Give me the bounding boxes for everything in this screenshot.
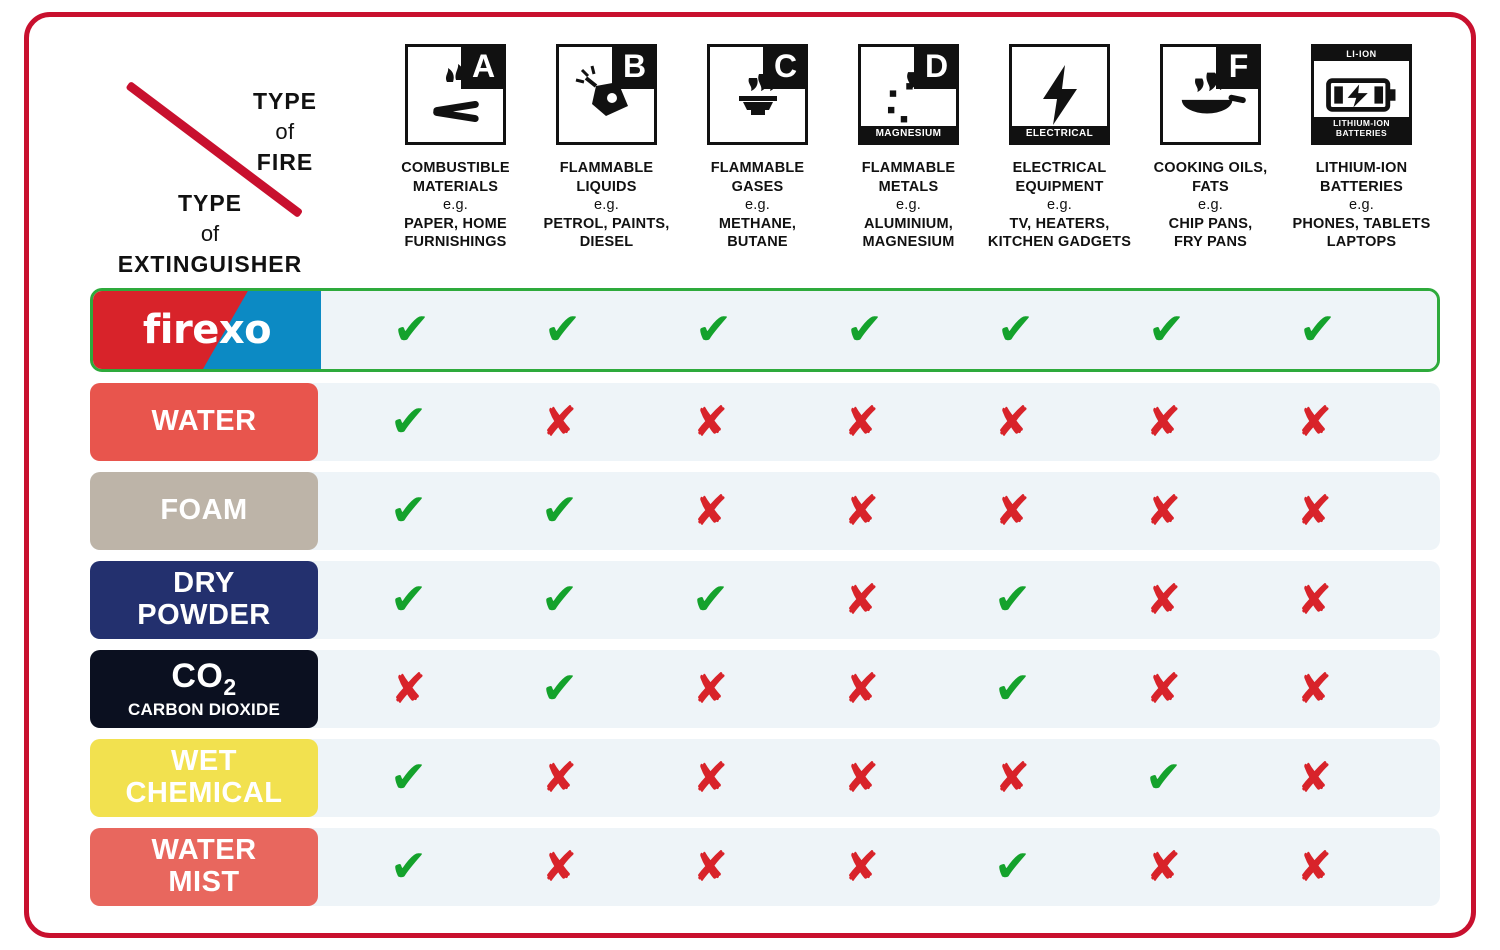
caption-eg: e.g. <box>594 197 619 214</box>
extinguisher-label-dry-powder <box>90 561 318 639</box>
result-cell <box>1239 561 1390 639</box>
caption-example-line: LAPTOPS <box>1326 234 1397 251</box>
caption-title-line: MATERIALS <box>412 178 499 195</box>
check-icon: ✔ <box>692 574 729 625</box>
result-cell <box>336 291 487 369</box>
col-axis-line1: TYPE <box>252 88 318 114</box>
check-icon: ✔ <box>994 663 1031 714</box>
cross-icon: ✘ <box>1145 664 1182 713</box>
caption-title-line: EQUIPMENT <box>1015 178 1104 195</box>
extinguisher-label-co2 <box>90 650 318 728</box>
caption-eg: e.g. <box>745 197 770 214</box>
fire-class-icon-box <box>1160 44 1261 145</box>
cross-icon: ✘ <box>1145 575 1182 624</box>
fire-class-icon-box <box>858 44 959 145</box>
result-cell <box>1088 472 1239 550</box>
fire-class-icon-box <box>1009 44 1110 145</box>
cross-icon: ✘ <box>1296 842 1333 891</box>
check-icon: ✔ <box>393 304 430 355</box>
result-cell <box>635 383 786 461</box>
fire-class-column-b <box>531 44 682 252</box>
fire-class-letter: A <box>461 44 506 89</box>
result-cell <box>1091 291 1242 369</box>
result-cell <box>635 472 786 550</box>
cross-icon: ✘ <box>692 664 729 713</box>
caption-title-line: METALS <box>878 178 939 195</box>
check-icon: ✔ <box>390 396 427 447</box>
result-cell <box>1242 291 1393 369</box>
result-cell <box>484 650 635 728</box>
row-axis-line2: of <box>200 221 220 247</box>
caption-example-line: TV, HEATERS, <box>1009 215 1110 232</box>
extinguisher-label-wet-chemical <box>90 739 318 817</box>
label-main: FOAM <box>160 494 248 527</box>
caption-title-line: FATS <box>1192 178 1229 195</box>
cross-icon: ✘ <box>1296 753 1333 802</box>
cross-icon: ✘ <box>692 842 729 891</box>
check-icon: ✔ <box>544 304 581 355</box>
result-cell <box>484 739 635 817</box>
label-sub: POWDER <box>137 599 271 631</box>
cross-icon: ✘ <box>994 753 1031 802</box>
result-cell <box>1088 828 1239 906</box>
check-icon: ✔ <box>541 574 578 625</box>
check-icon: ✔ <box>994 841 1031 892</box>
check-icon: ✔ <box>390 485 427 536</box>
fire-class-letter: C <box>763 44 808 89</box>
extinguisher-row-wet-chemical <box>90 739 1440 817</box>
cross-icon: ✘ <box>843 397 880 446</box>
result-cell <box>937 472 1088 550</box>
result-cell <box>1088 650 1239 728</box>
result-cell <box>937 561 1088 639</box>
extinguisher-rows <box>90 288 1440 917</box>
cross-icon: ✘ <box>1296 397 1333 446</box>
fire-class-letter: F <box>1216 44 1261 89</box>
caption-example-line: PETROL, PAINTS, <box>543 215 670 232</box>
result-cell <box>786 383 937 461</box>
result-cell <box>937 383 1088 461</box>
cross-icon: ✘ <box>541 842 578 891</box>
row-axis-label <box>90 188 330 280</box>
cross-icon: ✘ <box>1296 664 1333 713</box>
caption-example-line: CHIP PANS, <box>1168 215 1253 232</box>
cross-icon: ✘ <box>692 753 729 802</box>
label-text <box>160 495 247 527</box>
logo-wordmark: firexo <box>142 307 272 353</box>
check-icon: ✔ <box>390 841 427 892</box>
check-icon: ✔ <box>541 485 578 536</box>
caption-title-line: GASES <box>731 178 784 195</box>
fire-class-caption <box>833 159 984 252</box>
fire-class-icon-box <box>405 44 506 145</box>
result-cell <box>635 650 786 728</box>
cross-icon: ✘ <box>1145 486 1182 535</box>
caption-eg: e.g. <box>1198 197 1223 214</box>
axis-corner <box>90 48 380 298</box>
icon-bottom-badge: MAGNESIUM <box>861 126 956 142</box>
fire-class-column-d <box>833 44 984 252</box>
fire-class-column-lightning-bolt <box>984 44 1135 252</box>
fire-class-icon-box <box>707 44 808 145</box>
cross-icon: ✘ <box>843 486 880 535</box>
firexo-logo <box>93 291 321 369</box>
result-cell <box>333 472 484 550</box>
caption-example-line: BUTANE <box>727 234 788 251</box>
label-text <box>125 746 282 810</box>
result-cell <box>786 828 937 906</box>
check-icon: ✔ <box>1299 304 1336 355</box>
cross-icon: ✘ <box>994 397 1031 446</box>
fire-class-column-c <box>682 44 833 252</box>
cross-icon: ✘ <box>994 486 1031 535</box>
caption-example-line: METHANE, <box>718 215 797 232</box>
label-main: $CO_2$ <box>171 657 237 700</box>
fire-class-column-lithium-battery <box>1286 44 1437 252</box>
row-result-cells <box>318 650 1440 728</box>
row-result-cells <box>318 472 1440 550</box>
row-result-cells <box>321 291 1437 369</box>
row-result-cells <box>318 739 1440 817</box>
label-text <box>137 568 271 632</box>
label-sub: CHEMICAL <box>125 777 283 809</box>
fire-class-icon-box <box>1311 44 1412 145</box>
check-icon: ✔ <box>994 574 1031 625</box>
extinguisher-row-dry-powder <box>90 561 1440 639</box>
result-cell <box>1239 650 1390 728</box>
result-cell <box>333 383 484 461</box>
extinguisher-row-foam <box>90 472 1440 550</box>
row-result-cells <box>318 828 1440 906</box>
check-icon: ✔ <box>541 663 578 714</box>
column-axis-label <box>190 86 380 178</box>
caption-example-line: MAGNESIUM <box>862 234 955 251</box>
row-axis-line1: TYPE <box>177 190 243 216</box>
result-cell <box>333 650 484 728</box>
result-cell <box>789 291 940 369</box>
extinguisher-row-water <box>90 383 1440 461</box>
label-sub: MIST <box>168 866 240 898</box>
caption-title-line: LIQUIDS <box>576 178 637 195</box>
cross-icon: ✘ <box>843 575 880 624</box>
caption-example-line: ALUMINIUM, <box>864 215 953 232</box>
col-axis-line3: FIRE <box>256 148 314 175</box>
caption-title-line: COOKING OILS, <box>1153 160 1268 176</box>
caption-title-line: COMBUSTIBLE <box>401 160 510 176</box>
caption-example-line: PHONES, TABLETS <box>1292 215 1431 232</box>
cross-icon: ✘ <box>843 842 880 891</box>
label-main: WET <box>171 745 237 778</box>
result-cell <box>333 828 484 906</box>
caption-example-line: FRY PANS <box>1173 234 1248 251</box>
result-cell <box>786 472 937 550</box>
check-icon: ✔ <box>1148 304 1185 355</box>
result-cell <box>1239 828 1390 906</box>
result-cell <box>1239 383 1390 461</box>
extinguisher-label-water <box>90 383 318 461</box>
fire-class-caption <box>1286 159 1437 252</box>
caption-eg: e.g. <box>443 197 468 214</box>
label-main: WATER <box>151 834 257 867</box>
check-icon: ✔ <box>390 574 427 625</box>
result-cell <box>484 828 635 906</box>
caption-title-line: FLAMMABLE <box>710 160 805 176</box>
result-cell <box>484 383 635 461</box>
col-axis-line2: of <box>275 119 295 145</box>
extinguisher-row-water-mist <box>90 828 1440 906</box>
result-cell <box>635 739 786 817</box>
cross-icon: ✘ <box>1296 486 1333 535</box>
extinguisher-row-firexo <box>90 288 1440 372</box>
fire-class-column-f <box>1135 44 1286 252</box>
check-icon: ✔ <box>846 304 883 355</box>
result-cell <box>786 739 937 817</box>
extinguisher-row-co2 <box>90 650 1440 728</box>
label-text <box>128 658 280 720</box>
caption-example-line: FURNISHINGS <box>404 234 507 251</box>
row-result-cells <box>318 561 1440 639</box>
extinguisher-label-firexo <box>93 291 321 369</box>
label-text <box>151 835 256 899</box>
fire-class-icon-box <box>556 44 657 145</box>
result-cell <box>786 561 937 639</box>
result-cell <box>333 739 484 817</box>
cross-icon: ✘ <box>692 486 729 535</box>
fire-class-letter: B <box>612 44 657 89</box>
cross-icon: ✘ <box>843 753 880 802</box>
result-cell <box>638 291 789 369</box>
fire-class-column-a <box>380 44 531 252</box>
result-cell <box>1088 561 1239 639</box>
label-sub: CARBON DIOXIDE <box>127 700 281 720</box>
caption-eg: e.g. <box>1349 197 1374 214</box>
result-cell <box>1088 739 1239 817</box>
caption-title-line: LITHIUM-ION <box>1315 160 1408 176</box>
check-icon: ✔ <box>1145 752 1182 803</box>
result-cell <box>937 828 1088 906</box>
fire-class-letter: D <box>914 44 959 89</box>
icon-bottom-badge: ELECTRICAL <box>1012 126 1107 142</box>
result-cell <box>1239 739 1390 817</box>
check-icon: ✔ <box>997 304 1034 355</box>
icon-bottom-badge: LITHIUM-ION BATTERIES <box>1314 117 1409 142</box>
fire-class-caption <box>531 159 682 252</box>
label-main: DRY <box>173 567 235 600</box>
check-icon: ✔ <box>390 752 427 803</box>
result-cell <box>487 291 638 369</box>
extinguisher-label-water-mist <box>90 828 318 906</box>
cross-icon: ✘ <box>541 753 578 802</box>
cross-icon: ✘ <box>1145 842 1182 891</box>
result-cell <box>484 561 635 639</box>
row-axis-line3: EXTINGUISHER <box>117 250 303 277</box>
caption-title-line: FLAMMABLE <box>559 160 654 176</box>
result-cell <box>1239 472 1390 550</box>
fire-class-caption <box>682 159 833 252</box>
column-headers <box>380 44 1440 302</box>
caption-title-line: FLAMMABLE <box>861 160 956 176</box>
cross-icon: ✘ <box>692 397 729 446</box>
check-icon: ✔ <box>695 304 732 355</box>
caption-example-line: DIESEL <box>579 234 634 251</box>
cross-icon: ✘ <box>390 664 427 713</box>
label-text <box>151 406 256 438</box>
label-main: WATER <box>151 405 257 438</box>
cross-icon: ✘ <box>1296 575 1333 624</box>
result-cell <box>937 739 1088 817</box>
cross-icon: ✘ <box>843 664 880 713</box>
caption-title-line: ELECTRICAL <box>1012 160 1107 176</box>
result-cell <box>484 472 635 550</box>
caption-eg: e.g. <box>1047 197 1072 214</box>
caption-title-line: BATTERIES <box>1320 178 1403 195</box>
result-cell <box>333 561 484 639</box>
result-cell <box>940 291 1091 369</box>
icon-top-badge: LI-ION <box>1314 47 1409 61</box>
fire-class-caption <box>984 159 1135 252</box>
caption-example-line: PAPER, HOME <box>404 215 507 232</box>
row-result-cells <box>318 383 1440 461</box>
cross-icon: ✘ <box>541 397 578 446</box>
cross-icon: ✘ <box>1145 397 1182 446</box>
fire-class-caption <box>1135 159 1286 252</box>
result-cell <box>786 650 937 728</box>
result-cell <box>635 561 786 639</box>
extinguisher-label-foam <box>90 472 318 550</box>
result-cell <box>1088 383 1239 461</box>
caption-eg: e.g. <box>896 197 921 214</box>
fire-class-caption <box>380 159 531 252</box>
caption-example-line: KITCHEN GADGETS <box>987 234 1132 251</box>
result-cell <box>937 650 1088 728</box>
result-cell <box>635 828 786 906</box>
